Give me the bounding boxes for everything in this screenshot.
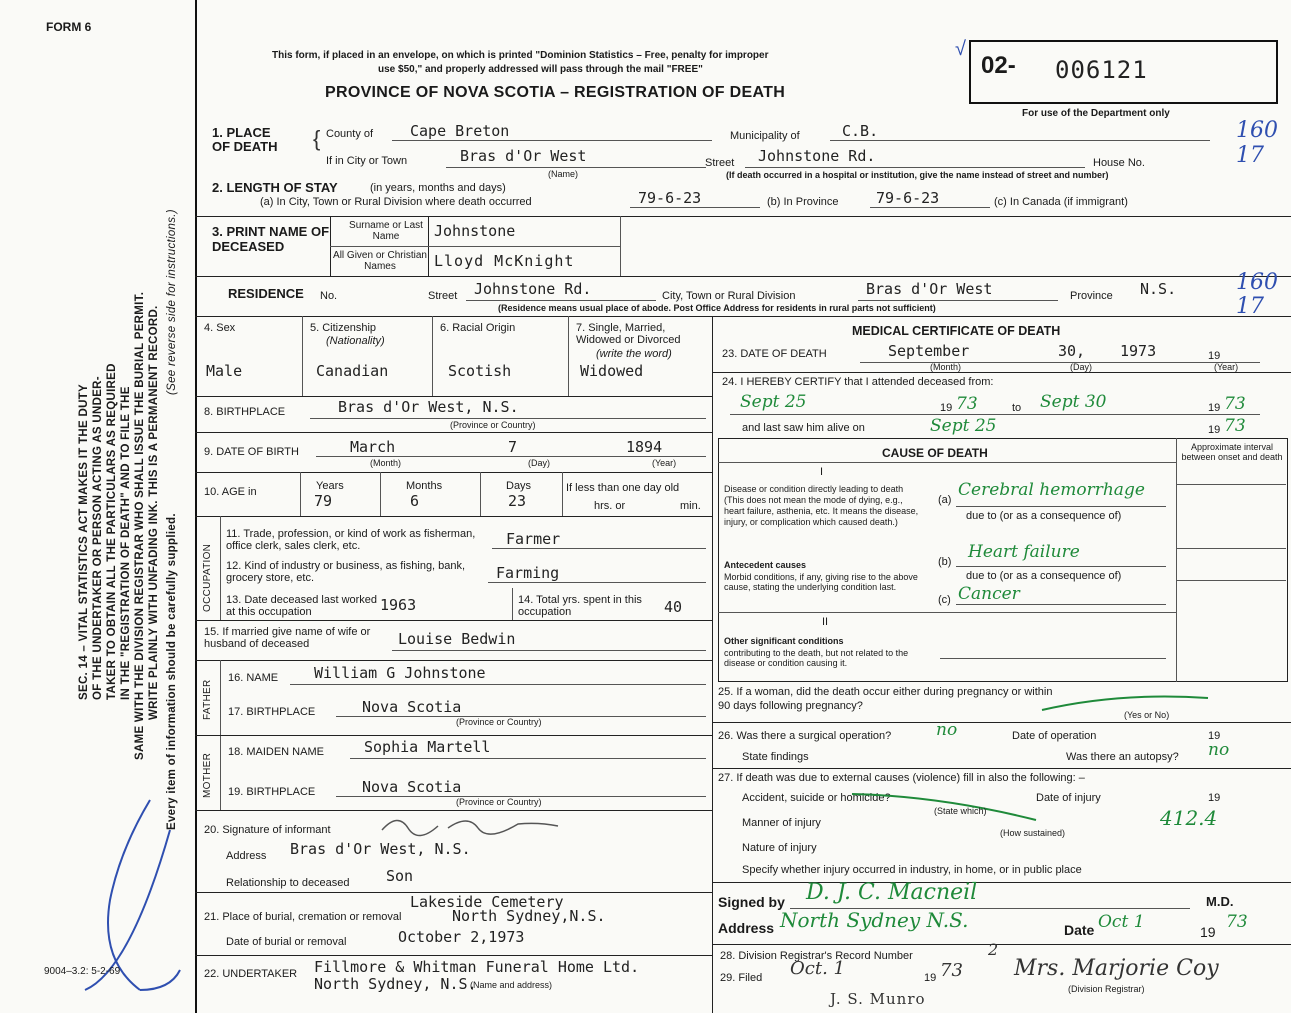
father-name-value: William G Johnstone — [314, 664, 486, 682]
maiden-line — [350, 758, 706, 759]
side-text-line1: SEC. 14 – VITAL STATISTICS ACT MAKES IT THE DUTY — [78, 384, 90, 700]
rule-v-age1 — [300, 472, 301, 516]
rule-768 — [712, 768, 1291, 769]
death-month-sub: (Month) — [930, 362, 962, 372]
res-no-label: No. — [320, 290, 338, 302]
side-text-line2: OF THE UNDERTAKER OR PERSON ACTING AS UNDER- — [92, 376, 104, 700]
state-which-sub: (State which) — [934, 806, 987, 816]
citizenship-label: 5. Citizenship — [310, 322, 377, 334]
filed-month: Oct. 1 — [790, 958, 845, 979]
rule-interval-1 — [1176, 548, 1286, 549]
form-title: PROVINCE OF NOVA SCOTIA – REGISTRATION OF DEATH — [325, 84, 786, 101]
residence-note: (Residence means usual place of abode. Post Office Address for residents in rural parts not sufficient) — [498, 303, 936, 313]
registrar-signature: Mrs. Marjorie Coy — [1014, 956, 1219, 981]
med-date-19: 19 — [1200, 924, 1216, 940]
med-address-scrawl: North Sydney N.S. — [780, 908, 969, 932]
last-saw-label: and last saw him alive on — [742, 422, 865, 434]
undertaker-sub: (Name and address) — [470, 980, 553, 990]
manner-code: 412.4 — [1160, 806, 1218, 830]
md-label: M.D. — [1206, 894, 1234, 909]
column-divider — [712, 316, 713, 1013]
mother-side-label: MOTHER — [202, 752, 213, 798]
burial-place-line1: Lakeside Cemetery — [410, 893, 564, 911]
death-year-sub: (Year) — [1214, 362, 1239, 372]
rule-cause-ii — [718, 612, 1176, 613]
rule-432 — [195, 432, 712, 433]
medical-certificate-title: MEDICAL CERTIFICATE OF DEATH — [852, 324, 1061, 338]
place-of-death-label: 1. PLACE OF DEATH — [212, 125, 278, 154]
stay-province-label: (b) In Province — [767, 196, 839, 208]
cause-c-scrawl: Cancer — [958, 584, 1020, 604]
rule-882 — [712, 882, 1291, 883]
signed-by-scrawl: D. J. C. Macneil — [806, 880, 978, 905]
age-months-value: 6 — [410, 492, 420, 510]
rule-name-v3 — [620, 216, 621, 276]
age-days-value: 23 — [508, 492, 527, 510]
rule-735 — [195, 735, 712, 736]
sex-label: 4. Sex — [204, 322, 236, 334]
birthplace-value: Bras d'Or West, N.S. — [338, 398, 519, 416]
county-line — [392, 140, 712, 141]
woman-label: 25. If a woman, did the death occur either during pregnancy or within 90 days following pregnancy? — [718, 686, 1053, 712]
signed-by-label: Signed by — [718, 894, 785, 910]
surgical-scrawl: no — [936, 720, 958, 740]
dept-code-1: 160 — [1236, 118, 1278, 143]
hrs-label: hrs. or — [594, 500, 626, 512]
marital-label: 7. Single, Married, Widowed or Divorced — [576, 322, 681, 346]
rule-interval-2 — [1176, 580, 1286, 581]
cause-c: (c) — [938, 594, 951, 606]
birthplace-sub: (Province or Country) — [450, 420, 536, 430]
death-19-label: 19 — [1208, 350, 1221, 362]
street-line — [745, 167, 1085, 168]
med-date-label: Date — [1064, 922, 1095, 938]
cause-b-scrawl: Heart failure — [968, 542, 1080, 562]
brace-1: { — [313, 126, 321, 151]
dept-use-label: For use of the Department only — [1022, 108, 1170, 119]
registration-number-box — [969, 40, 1278, 104]
burial-place-label: 21. Place of burial, cremation or removal — [204, 911, 402, 923]
death-day-sub: (Day) — [1070, 362, 1092, 372]
nature-label: Nature of injury — [742, 842, 817, 854]
racial-origin-label: 6. Racial Origin — [440, 322, 516, 334]
father-birthplace-value: Nova Scotia — [362, 698, 462, 716]
industry-line — [488, 582, 706, 583]
father-birthplace-label: 17. BIRTHPLACE — [228, 706, 316, 718]
date-of-death-label: 23. DATE OF DEATH — [722, 348, 827, 360]
roman-one: I — [820, 466, 824, 478]
due-to-2: due to (or as a consequence of) — [966, 570, 1122, 582]
check-mark: √ — [955, 38, 966, 60]
med-date-scrawl: Oct 1 — [1098, 912, 1145, 932]
burial-date-label: Date of burial or removal — [226, 936, 347, 948]
city-town-line — [446, 167, 706, 168]
age-years-value: 79 — [314, 492, 333, 510]
informant-address-label: Address — [226, 850, 267, 862]
surgical-label: 26. Was there a surgical operation? — [718, 730, 892, 742]
rule-396 — [195, 396, 712, 397]
cause-b-line — [956, 566, 1166, 567]
rule-interval-head — [1176, 484, 1286, 485]
cause-a-scrawl: Cerebral hemorrhage — [958, 480, 1145, 500]
clerk-note: J. S. Munro — [830, 990, 926, 1008]
occupation-side-label: OCCUPATION — [202, 543, 213, 612]
father-name-line — [290, 684, 706, 685]
death-day-value: 30, — [1058, 342, 1086, 360]
registration-prefix: 02- — [981, 52, 1016, 79]
less-than-day-label: If less than one day old — [566, 482, 680, 494]
stay-city-label: (a) In City, Town or Rural Division where death occurred — [260, 196, 532, 208]
accident-label: Accident, suicide or homicide? — [742, 792, 891, 804]
informant-signature — [378, 810, 568, 838]
undertaker-line2: North Sydney, N.S. — [314, 975, 477, 993]
total-yrs-label: 14. Total yrs. spent in this occupation — [518, 594, 642, 618]
informant-address-value: Bras d'Or West, N.S. — [290, 840, 471, 858]
county-label: County of — [326, 128, 374, 140]
notice-line1: This form, if placed in an envelope, on which is printed "Dominion Statistics – Free, penalty for improper — [272, 50, 769, 61]
min-label: min. — [680, 500, 701, 512]
write-word-label: (write the word) — [596, 348, 672, 360]
spouse-value: Louise Bedwin — [398, 630, 516, 648]
dob-year-sub: (Year) — [652, 458, 677, 468]
roman-two: II — [822, 616, 829, 628]
trade-line — [492, 548, 706, 549]
cert-to-19: 19 — [1208, 402, 1221, 414]
age-label: 10. AGE in — [204, 486, 257, 498]
dept-code-2: 17 — [1236, 143, 1264, 168]
div-reg-no-label: 28. Division Registrar's Record Number — [720, 950, 913, 962]
cause-title: CAUSE OF DEATH — [882, 446, 988, 460]
spouse-line — [392, 650, 706, 651]
how-sustained-sub: (How sustained) — [1000, 828, 1066, 838]
rule-944 — [712, 944, 1291, 945]
age-days-label: Days — [506, 480, 532, 492]
rule-v-568 — [568, 316, 569, 396]
residence-label: RESIDENCE — [228, 286, 304, 301]
rule-v-occ — [220, 516, 221, 620]
dob-month-sub: (Month) — [370, 458, 402, 468]
ymd-label: (in years, months and days) — [370, 182, 506, 194]
certify-label: 24. I HEREBY CERTIFY that I attended deceased from: — [722, 376, 994, 388]
given-names-value: Lloyd McKnight — [434, 252, 575, 270]
other-sig-line — [940, 658, 1166, 659]
filed-label: 29. Filed — [720, 972, 763, 984]
rule-cause-title — [718, 462, 1176, 463]
res-street-line — [466, 300, 656, 301]
other-sig-label: Other significant conditions — [724, 636, 844, 646]
rule-name-mid — [330, 246, 620, 247]
div-registrar-sub: (Division Registrar) — [1068, 984, 1145, 994]
total-yrs-value: 40 — [664, 598, 683, 616]
undertaker-line1: Fillmore & Whitman Funeral Home Ltd. — [314, 958, 640, 976]
dob-day-value: 7 — [508, 438, 518, 456]
birthplace-line — [310, 418, 706, 419]
maiden-label: 18. MAIDEN NAME — [228, 746, 324, 758]
res-province-label: Province — [1070, 290, 1113, 302]
rule-722 — [712, 722, 1291, 723]
given-names-label: All Given or Christian Names — [333, 250, 427, 272]
marital-value: Widowed — [580, 362, 644, 380]
cert-from-scrawl: Sept 25 — [740, 392, 807, 412]
surname-label: Surname or Last Name — [349, 220, 423, 242]
yes-no-sub: (Yes or No) — [1124, 710, 1170, 720]
undertaker-label: 22. UNDERTAKER — [204, 968, 298, 980]
res-city-label: City, Town or Rural Division — [662, 290, 796, 302]
county-value: Cape Breton — [410, 122, 510, 140]
nationality-label: (Nationality) — [326, 335, 385, 347]
left-margin-rule — [195, 0, 197, 1013]
hospital-note: (If death occurred in a hospital or institution, give the name instead of street and number) — [726, 170, 1109, 180]
dept-code-4: 17 — [1236, 294, 1264, 319]
res-city-line — [858, 300, 1058, 301]
city-town-value: Bras d'Or West — [460, 147, 587, 165]
industry-value: Farming — [496, 564, 560, 582]
rule-v-age3 — [480, 472, 481, 516]
birthplace-label: 8. BIRTHPLACE — [204, 406, 286, 418]
death-year-value: 1973 — [1120, 342, 1157, 360]
side-text-line3: TAKER TO OBTAIN ALL THE PARTICULARS AS REQUIRED — [106, 363, 118, 700]
cert-from-year: 73 — [956, 394, 978, 414]
due-to-1: due to (or as a consequence of) — [966, 510, 1122, 522]
burial-place-line2: North Sydney,N.S. — [452, 907, 606, 925]
city-town-label: If in City or Town — [326, 155, 408, 167]
registration-number: 006121 — [1055, 56, 1148, 84]
father-name-label: 16. NAME — [228, 672, 279, 684]
div-reg-no-value: 2 — [988, 940, 999, 959]
rule-v-432 — [432, 316, 433, 396]
res-province-value: N.S. — [1140, 280, 1177, 298]
print-name-label: 3. PRINT NAME OF DECEASED — [212, 224, 330, 254]
mother-birthplace-sub: (Province or Country) — [456, 797, 542, 807]
citizenship-value: Canadian — [316, 362, 389, 380]
length-of-stay-label: 2. LENGTH OF STAY — [212, 180, 338, 195]
side-text-line5: SAME WITH THE DIVISION REGISTRAR WHO SHALL ISSUE THE BURIAL PERMIT. — [134, 291, 146, 760]
trade-label: 11. Trade, profession, or kind of work as fisherman, office clerk, sales clerk, etc. — [226, 528, 476, 552]
date-op-label: Date of operation — [1012, 730, 1097, 742]
res-street-value: Johnstone Rd. — [474, 280, 592, 298]
rule-v-age2 — [380, 472, 381, 516]
autopsy-scrawl: no — [1208, 740, 1230, 760]
sex-value: Male — [206, 362, 243, 380]
rule-v-302 — [302, 316, 303, 396]
cert-to-scrawl: Sept 30 — [1040, 392, 1107, 412]
rule-v-interval — [1176, 438, 1177, 682]
cause-a: (a) — [938, 494, 952, 506]
name-sublabel: (Name) — [548, 169, 579, 179]
burial-date-value: October 2,1973 — [398, 928, 525, 946]
rule-v-age4 — [562, 472, 563, 516]
spouse-label: 15. If married give name of wife or husband of deceased — [204, 626, 371, 650]
rule-316 — [195, 316, 1291, 317]
side-text-line7: Every item of information should be carefully supplied. — [166, 513, 178, 830]
rule-955 — [195, 955, 712, 956]
dob-year-value: 1894 — [626, 438, 663, 456]
cert-from-19: 19 — [940, 402, 953, 414]
municipality-label: Municipality of — [730, 130, 800, 142]
res-street-label: Street — [428, 290, 458, 302]
last-worked-label: 13. Date deceased last worked at this occupation — [226, 594, 378, 618]
cert-to-year: 73 — [1224, 394, 1246, 414]
stay-city-value: 79-6-23 — [638, 189, 702, 207]
cert-to-label: to — [1012, 402, 1022, 414]
racial-origin-value: Scotish — [448, 362, 512, 380]
stay-province-value: 79-6-23 — [876, 189, 940, 207]
dob-label: 9. DATE OF BIRTH — [204, 446, 299, 458]
father-birthplace-sub: (Province or Country) — [456, 717, 542, 727]
municipality-value: C.B. — [842, 122, 879, 140]
age-years-label: Years — [316, 480, 344, 492]
rule-472 — [195, 472, 712, 473]
rule-v-occ2 — [512, 588, 513, 620]
manner-label: Manner of injury — [742, 817, 821, 829]
approx-interval-label: Approximate interval between onset and death — [1181, 442, 1283, 462]
stay-city-line — [630, 207, 760, 208]
maiden-value: Sophia Martell — [364, 738, 491, 756]
date-injury-label: Date of injury — [1036, 792, 1101, 804]
death-date-line — [860, 362, 1260, 363]
relationship-label: Relationship to deceased — [226, 877, 350, 889]
death-month-value: September — [888, 342, 970, 360]
stay-province-line — [870, 207, 990, 208]
external-label: 27. If death was due to external causes (violence) fill in also the following: – — [718, 772, 1085, 784]
dob-line — [316, 456, 706, 457]
cause-c-line — [956, 604, 1166, 605]
rule-name-top — [195, 216, 1291, 217]
side-text-line8: (See reverse side for instructions.) — [166, 209, 178, 395]
last-saw-19: 19 — [1208, 424, 1221, 436]
res-city-value: Bras d'Or West — [866, 280, 993, 298]
mother-birthplace-label: 19. BIRTHPLACE — [228, 786, 316, 798]
dob-day-sub: (Day) — [528, 458, 550, 468]
disease-label: Disease or condition directly leading to death (This does not mean the mode of dying, e.g., heart failure, asthenia, etc. It means the disease, injury, or complication which caused death.) — [724, 484, 919, 527]
antecedent-label: Antecedent causes — [724, 560, 807, 570]
rule-name-bottom — [195, 276, 1291, 277]
cert-line — [730, 414, 1260, 415]
filed-19: 19 — [924, 972, 937, 984]
med-address-label: Address — [718, 920, 775, 936]
house-no-label: House No. — [1093, 157, 1145, 169]
date-injury-19: 19 — [1208, 792, 1221, 804]
side-text-line6: WRITE PLAINLY WITH UNFADING INK. THIS IS A PERMANENT RECORD. — [148, 305, 160, 720]
father-side-label: FATHER — [202, 679, 213, 720]
municipality-line — [830, 140, 1210, 141]
relationship-value: Son — [386, 867, 414, 885]
rule-620 — [195, 620, 712, 621]
surname-value: Johnstone — [434, 222, 516, 240]
industry-label: 12. Kind of industry or business, as fishing, bank, grocery store, etc. — [226, 560, 466, 584]
notice-line2: use $50," and properly addressed will pass through the mail "FREE" — [378, 64, 703, 75]
cause-b: (b) — [938, 556, 952, 568]
last-saw-scrawl: Sept 25 — [930, 416, 997, 436]
rule-660 — [195, 660, 712, 661]
last-saw-year: 73 — [1224, 416, 1246, 436]
woman-strike — [1040, 690, 1210, 714]
age-months-label: Months — [406, 480, 443, 492]
specify-label: Specify whether injury occurred in industry, in home, or in public place — [742, 864, 1082, 876]
stay-canada-label: (c) In Canada (if immigrant) — [994, 196, 1128, 208]
trade-value: Farmer — [506, 530, 561, 548]
dept-code-3: 160 — [1236, 270, 1278, 295]
street-label: Street — [705, 157, 735, 169]
form-number: FORM 6 — [46, 20, 92, 34]
filed-year: 73 — [940, 960, 963, 981]
side-text-line4: IN THE "REGISTRATION OF DEATH" AND TO FILE THE — [120, 386, 132, 700]
informant-label: 20. Signature of informant — [204, 824, 331, 836]
cause-a-line — [956, 506, 1166, 507]
street-value: Johnstone Rd. — [758, 147, 876, 165]
last-worked-value: 1963 — [380, 596, 417, 614]
med-date-year: 73 — [1226, 912, 1248, 932]
rule-516 — [195, 516, 712, 517]
findings-label: State findings — [742, 751, 809, 763]
antecedent-desc: Morbid conditions, if any, giving rise to the above cause, stating the underlying condition last. — [724, 572, 918, 592]
rule-372 — [712, 372, 1291, 373]
date-op-19: 19 — [1208, 730, 1221, 742]
print-code: 9004–3.2: 5-2-69 — [44, 966, 121, 977]
other-sig-desc: contributing to the death, but not related to the disease or condition causing it. — [724, 648, 909, 668]
autopsy-label: Was there an autopsy? — [1066, 751, 1179, 763]
dob-month-value: March — [350, 438, 396, 456]
mother-birthplace-value: Nova Scotia — [362, 778, 462, 796]
